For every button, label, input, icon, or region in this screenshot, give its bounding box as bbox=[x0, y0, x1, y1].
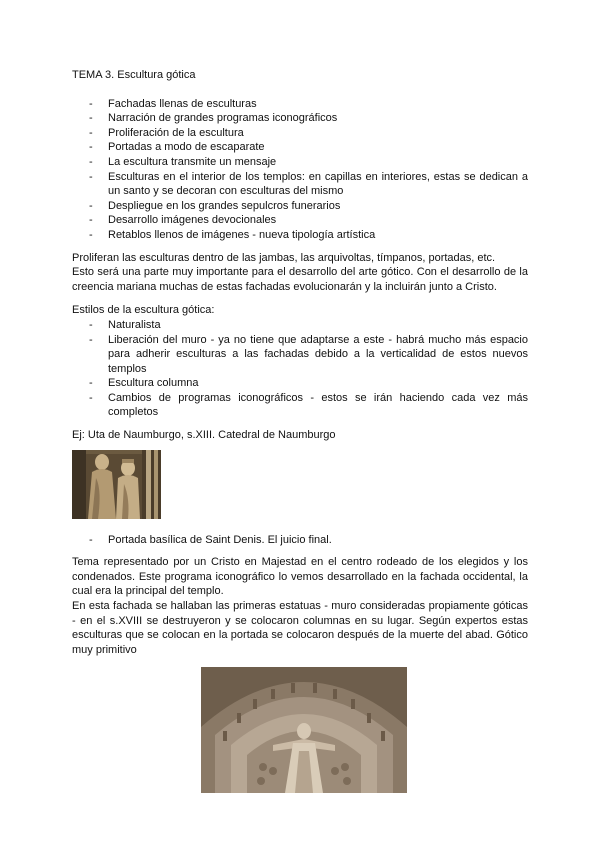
paragraph: Proliferan las esculturas dentro de las jambas, las arquivoltas, tímpanos, portadas, etc. bbox=[72, 251, 496, 264]
list-item: - Narración de grandes programas iconográficos bbox=[72, 111, 528, 126]
list-item: - Fachadas llenas de esculturas bbox=[72, 97, 528, 112]
styles-heading: Estilos de la escultura gótica: bbox=[72, 304, 215, 317]
paragraph: En esta fachada se hallaban las primeras estatuas - muro consideradas propiamente góticas - en el s.XVIII se destruyeron y se colocaron columnas en su lugar. Según expertos estas esculturas que se colocan en la portada se colocaron después de la muerte del abad. Gótico muy primitivo bbox=[72, 600, 528, 656]
features-list bbox=[72, 97, 528, 243]
list-item: - Despliegue en los grandes sepulcros funerarios bbox=[72, 199, 528, 214]
list-item: - Naturalista bbox=[72, 318, 528, 333]
list-item: - Retablos llenos de imágenes - nueva tipología artística bbox=[72, 228, 528, 243]
list-item: - Esculturas en el interior de los templos: en capillas en interiores, estas se dedican a un santo y se decoran con esculturas del mismo bbox=[72, 170, 528, 199]
uta-naumburg-photo bbox=[72, 450, 161, 519]
list-item: - Cambios de programas iconográficos - estos se irán haciendo cada vez más completos bbox=[72, 391, 528, 420]
list-item: - Escultura columna bbox=[72, 376, 528, 391]
saint-denis-tympanum-photo bbox=[201, 667, 407, 793]
list-item: - Proliferación de la escultura bbox=[72, 126, 528, 141]
document-page bbox=[72, 68, 528, 793]
example-caption: Ej: Uta de Naumburgo, s.XIII. Catedral de Naumburgo bbox=[72, 429, 336, 442]
saint-denis-list bbox=[72, 533, 528, 548]
paragraph: Tema representado por un Cristo en Majestad en el centro rodeado de los elegidos y los condenados. Este programa iconográfico lo vemos desarrollado en la fachada occidental, la cual era la principal del templo. bbox=[72, 556, 528, 598]
page-title: TEMA 3. Escultura gótica bbox=[72, 69, 196, 81]
list-item: - Desarrollo imágenes devocionales bbox=[72, 213, 528, 228]
list-item: - Liberación del muro - ya no tiene que adaptarse a este - habrá mucho más espacio para adherir esculturas a las fachadas debido a la verticalidad de estos nuevos templos bbox=[72, 333, 528, 377]
list-item: - Portadas a modo de escaparate bbox=[72, 140, 528, 155]
list-item: - Portada basílica de Saint Denis. El juicio final. bbox=[72, 533, 528, 548]
list-item: - La escultura transmite un mensaje bbox=[72, 155, 528, 170]
paragraph: Esto será una parte muy importante para el desarrollo del arte gótico. Con el desarrollo de la creencia mariana muchas de estas fachadas evolucionarán y la incluirán junto a Cristo. bbox=[72, 266, 528, 293]
styles-list bbox=[72, 318, 528, 420]
